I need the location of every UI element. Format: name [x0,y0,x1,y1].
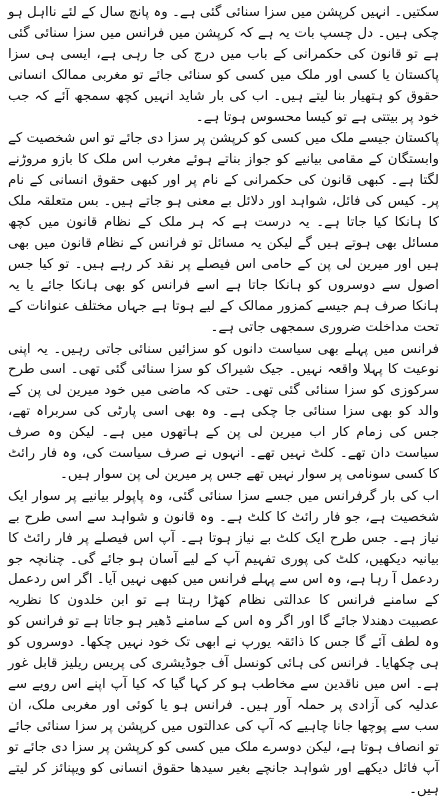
article-body [8,3,439,800]
article-paragraph-4: اب کی بار گرفرانس میں جسے سزا سنائی گئی، وہ پاپولر بیانیے پر سوار ایک شخصیت ہے، جو فار رائٹ کا کلٹ ہے۔ وہ قانون و شواہد سے اسی طرح بے نیاز ہے۔ جس طرح ایک کلٹ بے نیاز ہوتا ہے۔ آپ اس فیصلے پر فار رائٹ کا بیانیہ دیکھیں، کلٹ کی پوری تفہیم آپ کے لیے آسان ہو جائے گی۔ چنانچہ جو ردعمل آ رہا ہے، وہ اس سے پہلے فرانس میں کبھی نہیں آیا۔ اگر اس ردعمل کے سامنے فرانس کا عدالتی نظام کھڑا رہتا ہے تو ابن خلدون کا نظریہ عصبیت دھندلا جائے گا اور اگر وہ اس کے سامنے ڈھیر ہو جاتا ہے تو فرانس کو وہ لطف آئے گا جس کا ذائقہ یورپ نے ابھی تک خود نہیں چکھا۔ دوسروں کو ہی چکھایا۔ فرانس کی ہائی کونسل آف جوڈیشری کی پریس ریلیز قابل غور ہے۔ اس میں ناقدین سے مخاطب ہو کر کہا گیا کہ کیا آپ اپنے اس رویے سے عدلیہ کی آزادی پر حملہ آور ہیں۔ فرانس ہو یا کوئی اور مغربی ملک، ان سب سے پوچھا جانا چاہیے کہ آپ کی عدالتوں میں کرپشن پر سزا سنائی جائے تو انصاف ہوتا ہے، لیکن دوسرے ملک میں کسی کو کرپشن پر سزا دی جائے تو آپ فائل دیکھے اور شواہد جانچے بغیر سیدھا حقوق انسانی کو ویپنائز کر لیتے ہیں۔ [8,488,439,797]
article-paragraph-3: فرانس میں پہلے بھی سیاست دانوں کو سزائیں سنائی جاتی رہیں۔ یہ اپنی نوعیت کا پہلا واقعہ نہیں۔ جیک شیراک کو سزا سنائی گئی تھی۔ اسی طرح سرکوزی کو سزا سنائی گئی تھی۔ حتی کہ ماضی میں خود میرین لی پن کے والد کو بھی سزا سنائی جا چکی ہے۔ وہ بھی اسی پارٹی کی سربراہ تھے، جس کی زمام کار اب میرین لی پن کے ہاتھوں میں ہے۔ لیکن وہ صرف سیاست دان تھے۔ کلٹ نہیں تھے۔ انہوں نے صرف سیاست کی، وہ فار رائٹ کا کسی سونامی پر سوار نہیں تھے جس پر میرین لی پن سوار ہیں۔ [8,341,439,482]
article-paragraph-1: سکتیں۔ انہیں کرپشن میں سزا سنائی گئی ہے۔ وہ پانچ سال کے لئے نااہل ہو چکی ہیں۔ دل چسپ بات یہ ہے کہ کرپشن میں فرانس میں سزا سنائی گئی ہے تو قانون کی حکمرانی کے باب میں درج کی جا رہی ہے، ایسی ہی سزا پاکستان یا کسی اور ملک میں کسی کو سنائی جائے تو مغربی ممالک انسانی حقوق کو ہتھیار بنا لیتے ہیں۔ اب کی بار شاید انہیں کچھ سمجھ آئے کہ جب خود پر بیتتی ہے تو کیسا محسوس ہوتا ہے۔ [8,5,439,125]
article-paragraph-2: پاکستان جیسے ملک میں کسی کو کرپشن پر سزا دی جائے تو اس شخصیت کے وابستگان کے مقامی بیانیے کو جواز بناتے ہوئے مغرب اس ملک کا بازو مروڑنے لگتا ہے۔ کبھی قانون کی حکمرانی کے نام پر اور کبھی حقوق انسانی کے نام پر۔ کیس کی فائل، شواہد اور دلائل بے معنی ہو جاتے ہیں۔ بس متعلقہ ملک کا ہانکا کیا جاتا ہے۔ یہ درست ہے کہ ہر ملک کے نظام قانون میں کچھ مسائل بھی ہوتے ہیں گے لیکن یہ مسائل تو فرانس کے نظام قانون میں بھی ہیں اور میرین لی پن کے حامی اس فیصلے پر نقد کر رہے ہیں۔ تو کیا جس اصول سے دوسروں کو ہانکا جاتا ہے اسے فرانس کو بھی ہانکا جائے یا یہ ہانکا صرف ہم جیسے کمزور ممالک کے لیے ہوتا ہے جہاں مختلف عنوانات کے تحت مداخلت ضروری سمجھی جاتی ہے۔ [8,131,439,335]
